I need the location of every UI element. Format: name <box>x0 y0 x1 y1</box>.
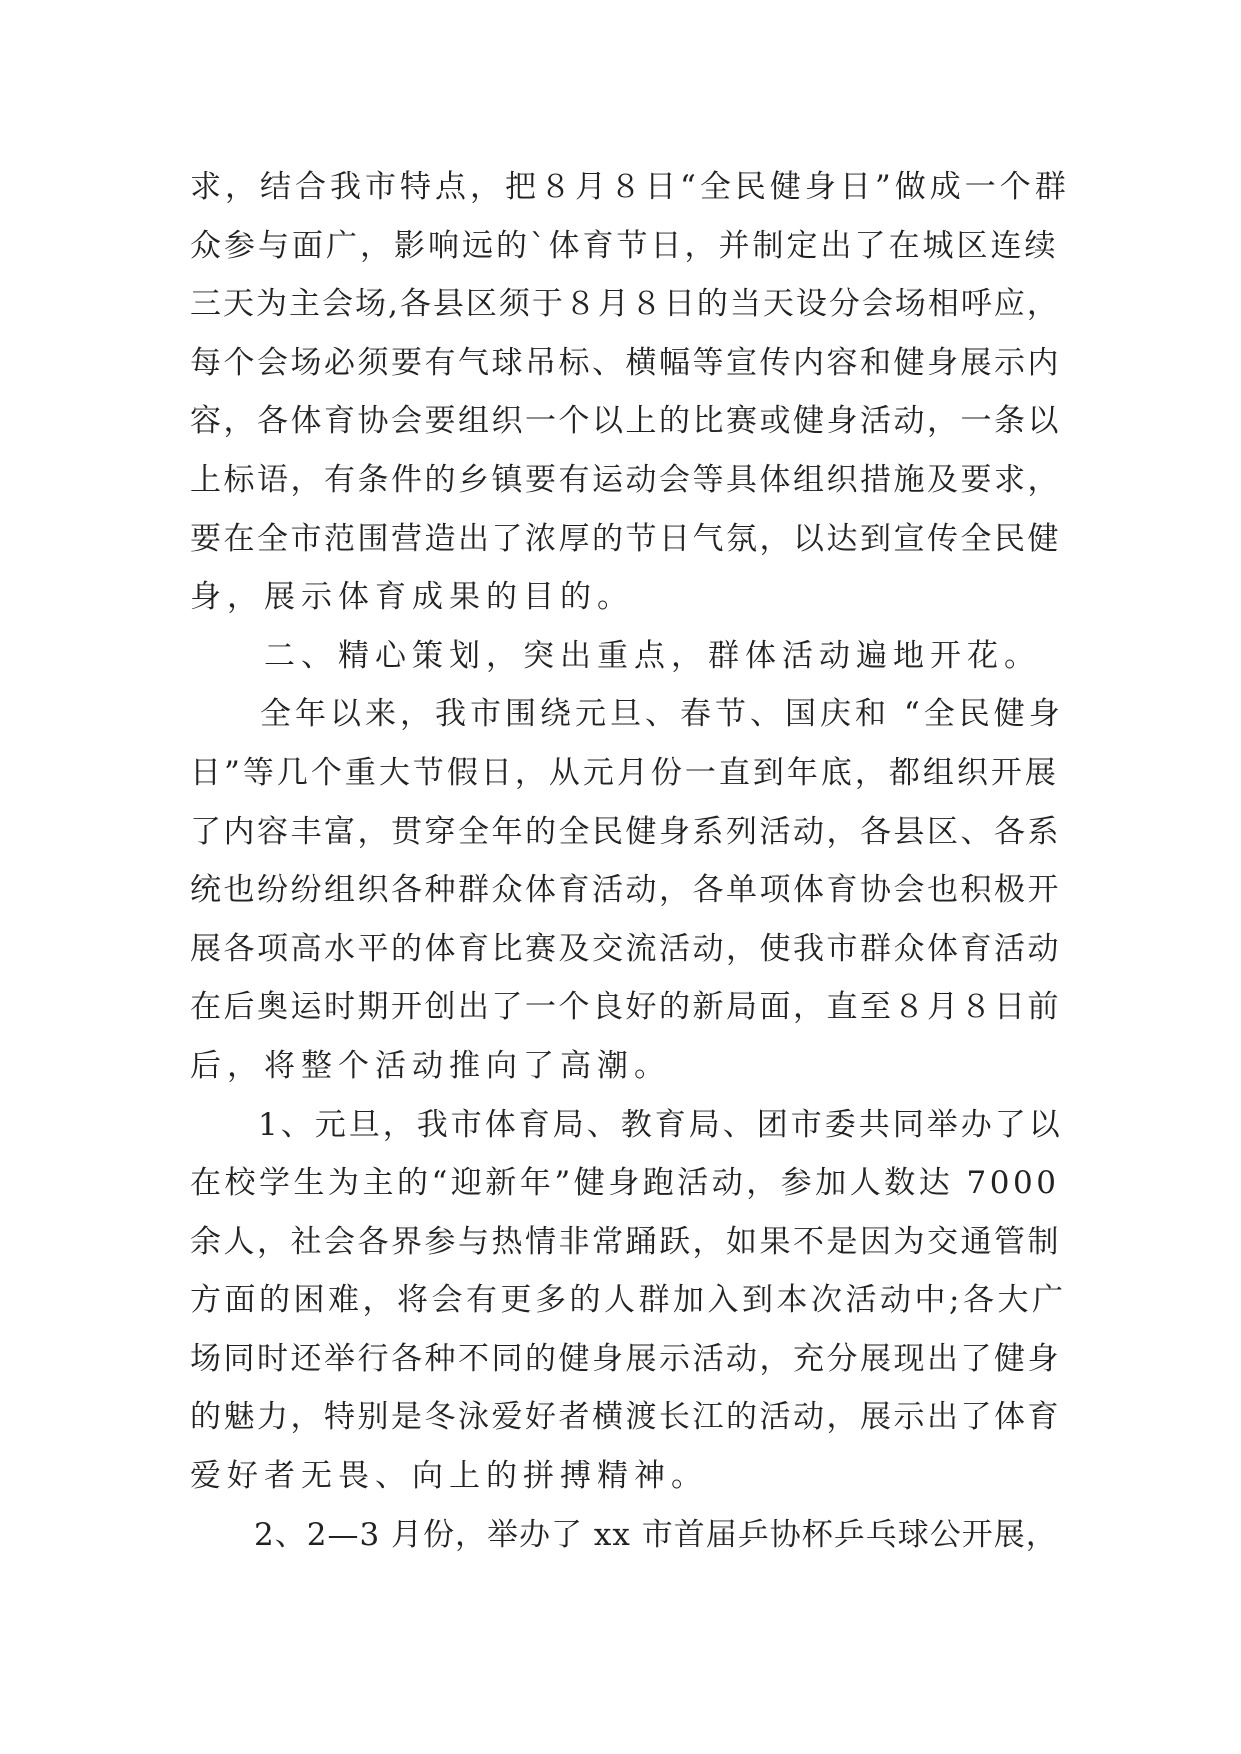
text-line: 容，各体育协会要组织一个以上的比赛或健身活动，一条以 <box>190 403 1061 440</box>
text-line: 求，结合我市特点，把８月８日“全民健身日”做成一个群 <box>190 169 1070 205</box>
text-line: 方面的困难，将会有更多的人群加入到本次活动中;各大广 <box>190 1282 1067 1319</box>
text-line: 三天为主会场,各县区须于８月８日的当天设分会场相呼应， <box>190 286 1060 323</box>
text-line: 在校学生为主的“迎新年”健身跑活动，参加人数达 7000 <box>190 1165 1060 1202</box>
text-line: 爱好者无畏、向上的拼搏精神。 <box>190 1458 708 1495</box>
text-line: 了内容丰富，贯穿全年的全民健身系列活动，各县区、各系 <box>190 813 1061 850</box>
text-line: 身，展示体育成果的目的。 <box>190 579 634 616</box>
text-line: 每个会场必须要有气球吊标、横幅等宣传内容和健身展示内 <box>190 344 1061 381</box>
text-line: 2、2—3 月份，举办了 xx 市首届乒协杯乒乓球公开展， <box>190 1516 1058 1553</box>
text-line: 上标语，有条件的乡镇要有运动会等具体组织措施及要求， <box>190 461 1061 498</box>
text-line: 全年以来，我市围绕元旦、春节、国庆和 “全民健身 <box>190 696 1064 733</box>
text-line: 展各项高水平的体育比赛及交流活动，使我市群众体育活动 <box>190 930 1061 967</box>
text-line: 要在全市范围营造出了浓厚的节日气氛，以达到宣传全民健 <box>190 520 1061 557</box>
document-body <box>190 158 1070 1564</box>
text-line: 在后奥运时期开创出了一个良好的新局面，直至８月８日前 <box>190 989 1061 1026</box>
text-line: 统也纷纷组织各种群众体育活动，各单项体育协会也积极开 <box>190 872 1061 909</box>
text-line: 众参与面广，影响远的`体育节日，并制定出了在城区连续 <box>190 227 1059 264</box>
section-heading: 二、精心策划，突出重点，群体活动遍地开花。 <box>190 637 1041 674</box>
text-line: 后，将整个活动推向了高潮。 <box>190 1047 671 1084</box>
text-line: 1、元旦，我市体育局、教育局、团市委共同举办了以 <box>190 1106 1063 1143</box>
text-line: 场同时还举行各种不同的健身展示活动，充分展现出了健身 <box>190 1340 1061 1377</box>
text-line: 日”等几个重大节假日，从元月份一直到年底，都组织开展 <box>190 754 1059 791</box>
text-line: 余人，社会各界参与热情非常踊跃，如果不是因为交通管制 <box>190 1223 1061 1260</box>
text-line: 的魅力，特别是冬泳爱好者横渡长江的活动，展示出了体育 <box>190 1399 1061 1436</box>
